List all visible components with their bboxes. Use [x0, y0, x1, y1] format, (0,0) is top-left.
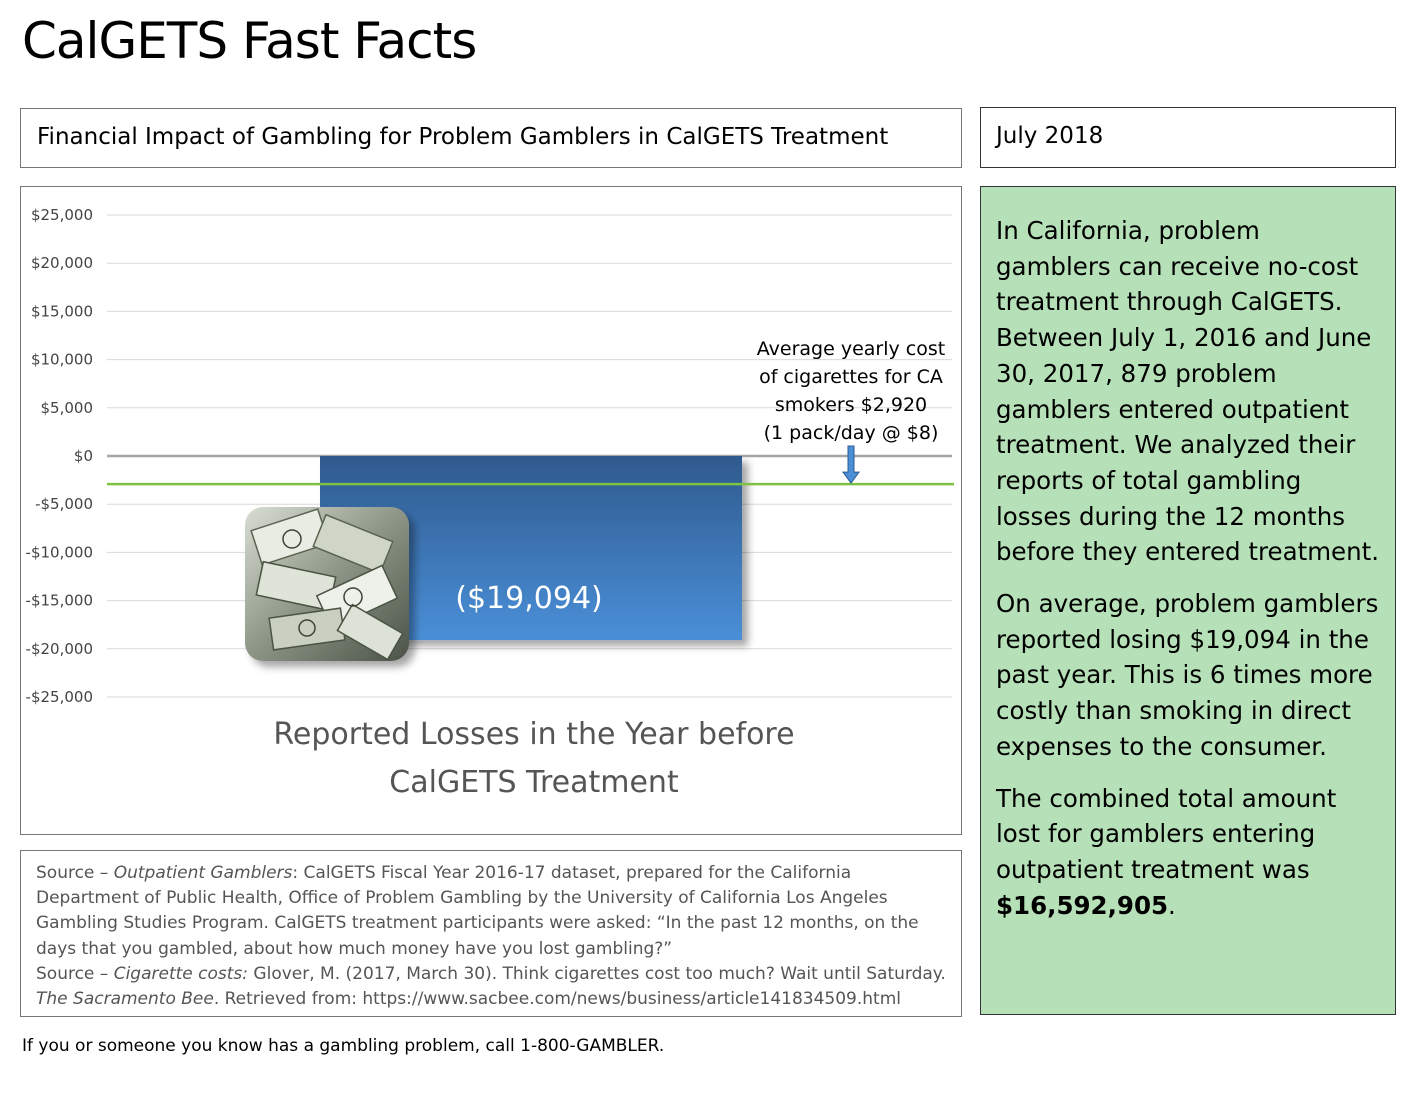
info-paragraph-2: On average, problem gamblers reported losing $19,094 in the past year. This is 6 times more costly than smoking in direct expenses to the consumer. [996, 589, 1379, 761]
source-2-text: Glover, M. (2017, March 30). Think cigarettes cost too much? Wait until Saturday. [248, 963, 946, 984]
date-box [980, 107, 1396, 168]
source-1-prefix: Source – [36, 863, 114, 883]
annotation-line: smokers $2,920 [774, 394, 928, 416]
source-1-text: : CalGETS Fiscal Year 2016-17 dataset, prepared for the California Department of Public Health, Office of Problem Gambling by the University of California Los Angeles Gambling Studies Program. CalGETS treatment participants were asked: “In the past 12 months, on the days that you gambled, about how much money have you lost gambling?” [36, 863, 919, 959]
y-tick-label: $5,000 [40, 398, 93, 417]
y-tick-label: $10,000 [30, 350, 93, 369]
source-2-title: Cigarette costs: [113, 963, 249, 984]
source-text [36, 861, 947, 1012]
y-tick-label: $0 [73, 447, 93, 465]
annotation-line: (1 pack/day @ $8) [763, 422, 939, 444]
down-arrow-icon [843, 446, 859, 483]
total-lost-value: $16,592,905 [996, 890, 1169, 920]
source-1-title: Outpatient Gamblers [113, 863, 293, 883]
chart-panel [20, 186, 962, 835]
annotation-line: Average yearly cost [756, 338, 946, 360]
source-2-prefix: Source – [36, 963, 114, 984]
money-image-icon [245, 507, 409, 661]
info-p3-end: . [1168, 890, 1176, 920]
y-tick-label: -$15,000 [25, 591, 93, 610]
x-axis-title-line: CalGETS Treatment [389, 765, 679, 800]
info-paragraph-1: In California, problem gamblers can receive no-cost treatment through CalGETS. Between July 1, 2016 and June 30, 2017, 879 problem gamblers entered outpatient treatment. We analyzed their reports of total gambling losses during the 12 months before they entered treatment. [996, 216, 1380, 567]
annotation-line: of cigarettes for CA [759, 366, 943, 388]
footer-note: If you or someone you know has a gambling problem, call 1-800-GAMBLER. [22, 1036, 665, 1056]
info-paragraph-3 [996, 781, 1381, 924]
source-2-publication: The Sacramento Bee [36, 989, 214, 1010]
y-tick-label: -$25,000 [25, 688, 93, 706]
bar-chart [21, 187, 961, 834]
y-tick-label: $15,000 [30, 302, 93, 321]
y-tick-label: $20,000 [30, 254, 93, 273]
source-panel [20, 850, 962, 1017]
chart-title: Financial Impact of Gambling for Problem Gamblers in CalGETS Treatment [37, 124, 889, 150]
page-title: CalGETS Fast Facts [22, 12, 477, 70]
bar-value-label: ($19,094) [455, 581, 603, 617]
y-tick-label: -$10,000 [25, 543, 93, 562]
x-axis-title-line: Reported Losses in the Year before [273, 717, 795, 752]
y-tick-label: -$5,000 [35, 495, 93, 514]
info-panel [980, 186, 1396, 1015]
info-p3-text: The combined total amount lost for gamblers entering outpatient treatment was [996, 783, 1337, 884]
chart-title-box [20, 108, 962, 168]
y-tick-label: $25,000 [30, 206, 93, 224]
y-tick-label: -$20,000 [25, 639, 93, 658]
source-2-url: . Retrieved from: https://www.sacbee.com/news/business/article141834509.html [213, 989, 901, 1010]
date-label: July 2018 [996, 123, 1104, 149]
